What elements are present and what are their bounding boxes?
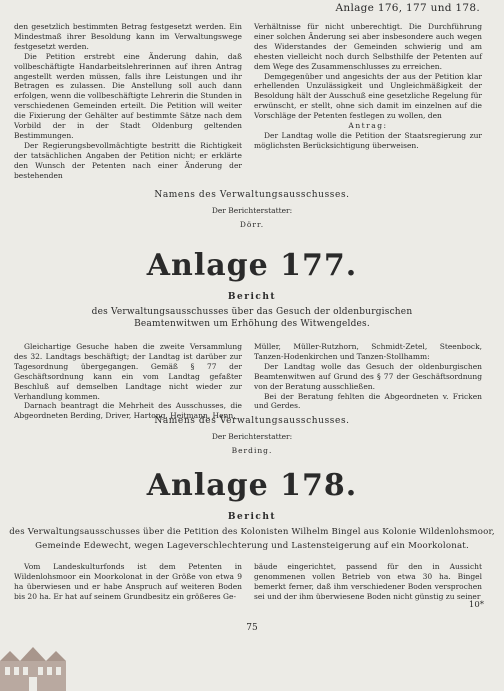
running-header: Anlage 176, 177 und 178. <box>335 2 480 14</box>
committee-signature: Namens des Verwaltungsausschusses. <box>154 190 350 200</box>
paragraph: Müller, Müller-Rutzhorn, Schmidt-Zetel, Steenbock, Tanzen-Hodenkirchen und Tanzen-Stollhamm: <box>254 342 482 361</box>
paragraph: Verhältnisse für nicht unberechtigt. Die Durchführung einer solchen Änderung sei aber insbesondere auch wegen des Widerstandes der Gemeinden schwierig und am ehesten vielleicht noch durch Selbsthilfe der Petenten auf dem Wege des Zusammenschlusses zu erreichen. <box>254 22 482 71</box>
top-right-column <box>254 22 482 181</box>
antrag-heading: Antrag: <box>348 121 388 131</box>
paragraph: Vom Landeskulturfonds ist dem Petenten in Wildenlohsmoor ein Moorkolonat in der Größe von etwa 9 ha überwiesen und er habe Anspruch auf weiteren Boden bis 20 ha. Er hat auf seinem Grundbesitz ein größeres Ge- <box>14 562 242 601</box>
reporter-name: Berding. <box>231 446 273 455</box>
anlage-177-title: Anlage 177. <box>146 248 358 283</box>
top-section-columns <box>14 22 482 181</box>
anlage-177-left-column <box>14 342 242 421</box>
anlage-178-left-column <box>14 562 242 602</box>
bericht-heading-178: Bericht <box>227 512 277 522</box>
anlage-178-right-column <box>254 562 482 602</box>
anlage-178-columns <box>14 562 482 602</box>
reporter-label: Der Berichterstatter: <box>211 206 293 215</box>
paragraph: Die Petition erstrebt eine Änderung dahin, daß vollbeschäftigte Handarbeitslehrerinnen auf ihren Antrag angestellt werden müssen, falls ihre Leistungen und ihr Betragen es zulassen. Die Anstellung soll auch dann erfolgen, wenn die vollbeschäftigte Lehrerin die Stunden in verschiedenen Gemeinden erteilt. Die Petition will weiter die Fixierung der Gehälter auf bestimmte Sätze nach dem Vorbild der in der Stadt Oldenburg geltenden Bestimmungen. <box>14 51 242 140</box>
anlage-178-description-line1: des Verwaltungsausschusses über die Petition des Kolonisten Wilhelm Bingel aus Kolonie Wildenlohsmoor, <box>9 527 495 537</box>
anlage-178-title: Anlage 178. <box>146 468 358 503</box>
anlage-178-description-line2: Gemeinde Edewecht, wegen Lageverschlechterung und Lastensteigerung auf ein Moorkolonat. <box>35 541 469 551</box>
library-building-stamp <box>0 647 66 691</box>
paragraph: Der Regierungsbevollmächtigte bestritt die Richtigkeit der tatsächlichen Angaben der Petition nicht; er erklärte den Wunsch der Petenten nach einer Änderung der bestehenden <box>14 140 242 180</box>
paragraph: Gleichartige Gesuche haben die zweite Versammlung des 32. Landtags beschäftigt; der Landtag ist darüber zur Tagesordnung übergegangen. Gemäß § 77 der Geschäftsordnung kann ein vom Landtag gefaßter Beschluß auf demselben Landtage nicht wieder zur Verhandlung kommen. <box>14 342 242 401</box>
paragraph: Darnach beantragt die Mehrheit des Ausschusses, die Abgeordneten Berding, Driver, Hartong, Heitmann, Henn, <box>14 401 242 421</box>
sheet-number: 10* <box>468 600 484 610</box>
anlage-177-columns <box>14 342 482 421</box>
paragraph: Bei der Beratung fehlten die Abgeordneten v. Fricken und Gerdes. <box>254 391 482 411</box>
anlage-177-right-column <box>254 342 482 421</box>
paragraph: Der Landtag wolle die Petition der Staatsregierung zur möglichsten Berücksichtigung überweisen. <box>254 130 482 150</box>
anlage-177-description: des Verwaltungsausschusses über das Gesuch der oldenburgischen Beamtenwitwen um Erhöhung des Witwengeldes. <box>91 307 413 329</box>
reporter-label: Der Berichterstatter: <box>211 432 293 441</box>
paragraph: bäude eingerichtet, passend für den in Aussicht genommenen vollen Betrieb von etwa 30 ha. Bingel bemerkt ferner, daß ihm verschiedener Boden versprochen sei und der ihm überwiesene Boden nicht günstig zu seiner <box>254 562 482 601</box>
top-left-column <box>14 22 242 181</box>
bericht-heading-177: Bericht <box>227 292 277 302</box>
committee-signature: Namens des Verwaltungsausschusses. <box>154 416 350 426</box>
paragraph: Demgegenüber und angesichts der aus der Petition klar erhellenden Unzulässigkeit und Ungleichmäßigkeit der Besoldung hält der Ausschuß eine gesetzliche Regelung für erwünscht, er stellt, ohne sich damit im einzelnen auf die Vorschläge der Petenten festlegen zu wollen, den <box>254 71 482 121</box>
page-number: 75 <box>246 623 258 633</box>
paragraph: Der Landtag wolle das Gesuch der oldenburgischen Beamtenwitwen auf Grund des § 77 der Geschäftsordnung von der Beratung ausschließen. <box>254 361 482 391</box>
reporter-name: Dörr. <box>239 220 265 229</box>
paragraph: den gesetzlich bestimmten Betrag festgesetzt werden. Ein Mindestmaß ihrer Besoldung kann im Verwaltungswege festgesetzt werden. <box>14 22 242 51</box>
